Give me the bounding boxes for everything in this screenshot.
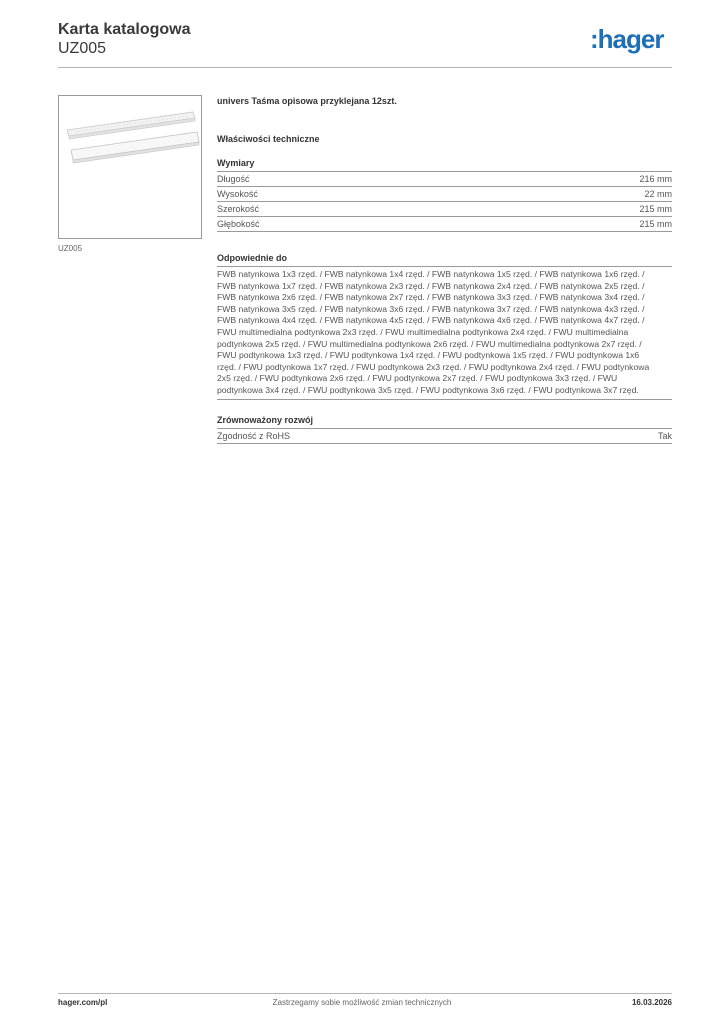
dimension-value: 215 mm <box>639 204 672 214</box>
document-title: Karta katalogowa <box>58 21 191 38</box>
dimension-row-width <box>217 202 672 217</box>
footer-notice: Zastrzegamy sobie możliwość zmian technicznych <box>272 998 452 1007</box>
compatibility-list: FWB natynkowa 1x3 rzęd. / FWB natynkowa 1x4 rzęd. / FWB natynkowa 1x5 rzęd. / FWB natynkowa 1x6 rzęd. / FWB natynkowa 1x7 rzęd. / FWB natynkowa 2x3 rzęd. / FWB natynkowa 2x4 rzęd. / FWB natynkowa 2x5 rzęd. / FWB natynkowa 2x6 rzęd. / FWB natynkowa 2x7 rzęd. / FWB natynkowa 3x3 rzęd. / FWB natynkowa 3x4 rzęd. / FWB natynkowa 3x5 rzęd. / FWB natynkowa 3x6 rzęd. / FWB natynkowa 3x7 rzęd. / FWB natynkowa 4x3 rzęd. / FWB natynkowa 4x4 rzęd. / FWB natynkowa 4x5 rzęd. / FWB natynkowa 4x6 rzęd. / FWB natynkowa 4x7 rzęd. / FWU multimedialna podtynkowa 2x3 rzęd. / FWU multimedialna podtynkowa 2x4 rzęd. / FWU multimedialna podtynkowa 2x5 rzęd. / FWU multimedialna podtynkowa 2x6 rzęd. / FWU multimedialna podtynkowa 2x7 rzęd. / FWU podtynkowa 1x3 rzęd. / FWU podtynkowa 1x4 rzęd. / FWU podtynkowa 1x5 rzęd. / FWU podtynkowa 1x6 rzęd. / FWU podtynkowa 1x7 rzęd. / FWU podtynkowa 2x3 rzęd. / FWU podtynkowa 2x4 rzęd. / FWU podtynkowa 2x5 rzęd. / FWU podtynkowa 2x6 rzęd. / FWU podtynkowa 2x7 rzęd. / FWU podtynkowa 3x3 rzęd. / FWU podtynkowa 3x4 rzęd. / FWU podtynkowa 3x5 rzęd. / FWU podtynkowa 3x6 rzęd. / FWU podtynkowa 3x7 rzęd. <box>217 269 672 400</box>
label-strip-illustration <box>67 112 199 163</box>
dimension-label: Głębokość <box>217 219 260 229</box>
sustainability-section <box>217 414 672 444</box>
dimension-row-depth <box>217 217 672 232</box>
hager-logo-text: :hager <box>590 26 664 54</box>
compatibility-section <box>217 252 672 400</box>
dimensions-heading: Wymiary <box>217 157 672 172</box>
header-divider <box>58 67 672 68</box>
compatibility-heading: Odpowiednie do <box>217 252 672 267</box>
product-name: univers Taśma opisowa przyklejana 12szt. <box>217 96 397 106</box>
image-caption: UZ005 <box>58 244 83 253</box>
footer-date: 16.03.2026 <box>631 998 672 1007</box>
dimensions-section <box>217 157 672 232</box>
dimension-row-length <box>217 172 672 187</box>
rohs-row <box>217 429 672 444</box>
sustainability-heading: Zrównoważony rozwój <box>217 414 672 429</box>
dimension-label: Szerokość <box>217 204 260 214</box>
footer-website-link[interactable]: hager.com/pl <box>58 998 108 1007</box>
dimension-value: 215 mm <box>639 219 672 229</box>
technical-properties-heading: Właściwości techniczne <box>217 134 320 144</box>
dimension-value: 22 mm <box>644 189 672 199</box>
dimension-value: 216 mm <box>639 174 672 184</box>
rohs-label: Zgodność z RoHS <box>217 430 291 441</box>
dimension-label: Wysokość <box>217 189 258 199</box>
dimension-label: Długość <box>217 174 250 184</box>
product-details <box>217 95 672 444</box>
product-image <box>58 95 202 239</box>
hager-logo <box>590 26 674 56</box>
footer-divider <box>58 993 672 994</box>
product-code-heading: UZ005 <box>58 40 107 57</box>
dimension-row-height <box>217 187 672 202</box>
rohs-value: Tak <box>657 430 672 441</box>
